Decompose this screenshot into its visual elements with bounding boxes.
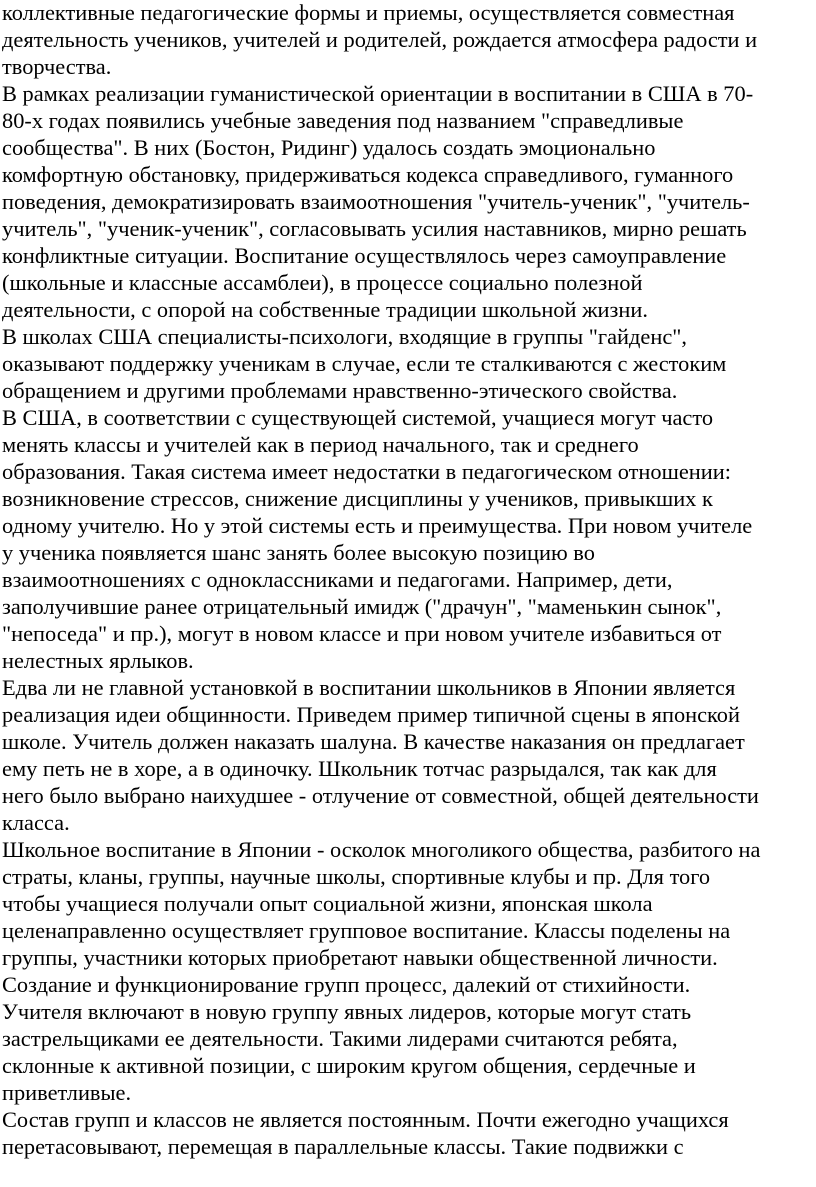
text-line: склонные к активной позиции, с широким кругом общения, сердечные и: [2, 1053, 696, 1078]
text-line: чтобы учащиеся получали опыт социальной жизни, японская школа: [2, 891, 653, 916]
text-line: "непоседа" и пр.), могут в новом классе и при новом учителе избавиться от: [2, 621, 722, 646]
text-line: взаимоотношениях с одноклассниками и педагогами. Например, дети,: [2, 567, 673, 592]
text-line: школе. Учитель должен наказать шалуна. В качестве наказания он предлагает: [2, 729, 745, 754]
text-line: заполучившие ранее отрицательный имидж ("драчун", "маменькин сынок",: [2, 594, 722, 619]
text-line: страты, кланы, группы, научные школы, спортивные клубы и пр. Для того: [2, 864, 711, 889]
text-line: деятельности, с опорой на собственные традиции школьной жизни.: [2, 297, 648, 322]
text-line: творчества.: [2, 54, 112, 79]
text-line: перетасовывают, перемещая в параллельные классы. Такие подвижки с: [2, 1134, 684, 1159]
text-line: Состав групп и классов не является постоянным. Почти ежегодно учащихся: [2, 1107, 729, 1132]
text-line: группы, участники которых приобретают навыки общественной личности.: [2, 945, 718, 970]
text-line: класса.: [2, 810, 70, 835]
text-line: деятельность учеников, учителей и родителей, рождается атмосфера радости и: [2, 27, 758, 52]
text-line: Учителя включают в новую группу явных лидеров, которые могут стать: [2, 999, 692, 1024]
text-line: нелестных ярлыков.: [2, 648, 194, 673]
text-line: застрельщиками ее деятельности. Такими лидерами считаются ребята,: [2, 1026, 678, 1051]
text-line: образования. Такая система имеет недостатки в педагогическом отношении:: [2, 459, 731, 484]
text-line: Школьное воспитание в Японии - осколок многоликого общества, разбитого на: [2, 837, 761, 862]
text-line: возникновение стрессов, снижение дисциплины у учеников, привыкших к: [2, 486, 713, 511]
text-line: (школьные и классные ассамблеи), в процессе социально полезной: [2, 270, 643, 295]
text-line: коллективные педагогические формы и приемы, осуществляется совместная: [2, 0, 735, 25]
text-line: целенаправленно осуществляет групповое воспитание. Классы поделены на: [2, 918, 731, 943]
text-line: поведения, демократизировать взаимоотношения "учитель-ученик", "учитель-: [2, 189, 750, 214]
text-line: В рамках реализации гуманистической ориентации в воспитании в США в 70-: [2, 81, 754, 106]
text-line: В США, в соответствии с существующей системой, учащиеся могут часто: [2, 405, 714, 430]
text-line: ему петь не в хоре, а в одиночку. Школьник тотчас разрыдался, так как для: [2, 756, 717, 781]
text-line: учитель", "ученик-ученик", согласовывать усилия наставников, мирно решать: [2, 216, 747, 241]
text-line: менять классы и учителей как в период начального, так и среднего: [2, 432, 639, 457]
text-line: Едва ли не главной установкой в воспитании школьников в Японии является: [2, 675, 736, 700]
text-line: у ученика появляется шанс занять более высокую позицию во: [2, 540, 595, 565]
text-line: Создание и функционирование групп процесс, далекий от стихийности.: [2, 972, 691, 997]
text-line: сообщества". В них (Бостон, Ридинг) удалось создать эмоционально: [2, 135, 656, 160]
text-line: реализация идеи общинности. Приведем пример типичной сцены в японской: [2, 702, 740, 727]
text-line: приветливые.: [2, 1080, 132, 1105]
text-line: него было выбрано наихудшее - отлучение от совместной, общей деятельности: [2, 783, 759, 808]
text-line: конфликтные ситуации. Воспитание осуществлялось через самоуправление: [2, 243, 727, 268]
text-line: обращением и другими проблемами нравственно-этического свойства.: [2, 378, 678, 403]
text-line: В школах США специалисты-психологи, входящие в группы "гайденс",: [2, 324, 688, 349]
text-line: одному учителю. Но у этой системы есть и преимущества. При новом учителе: [2, 513, 753, 538]
text-line: оказывают поддержку ученикам в случае, если те сталкиваются с жестоким: [2, 351, 727, 376]
text-line: комфортную обстановку, придерживаться кодекса справедливого, гуманного: [2, 162, 734, 187]
text-line: 80-х годах появились учебные заведения под названием "справедливые: [2, 108, 684, 133]
